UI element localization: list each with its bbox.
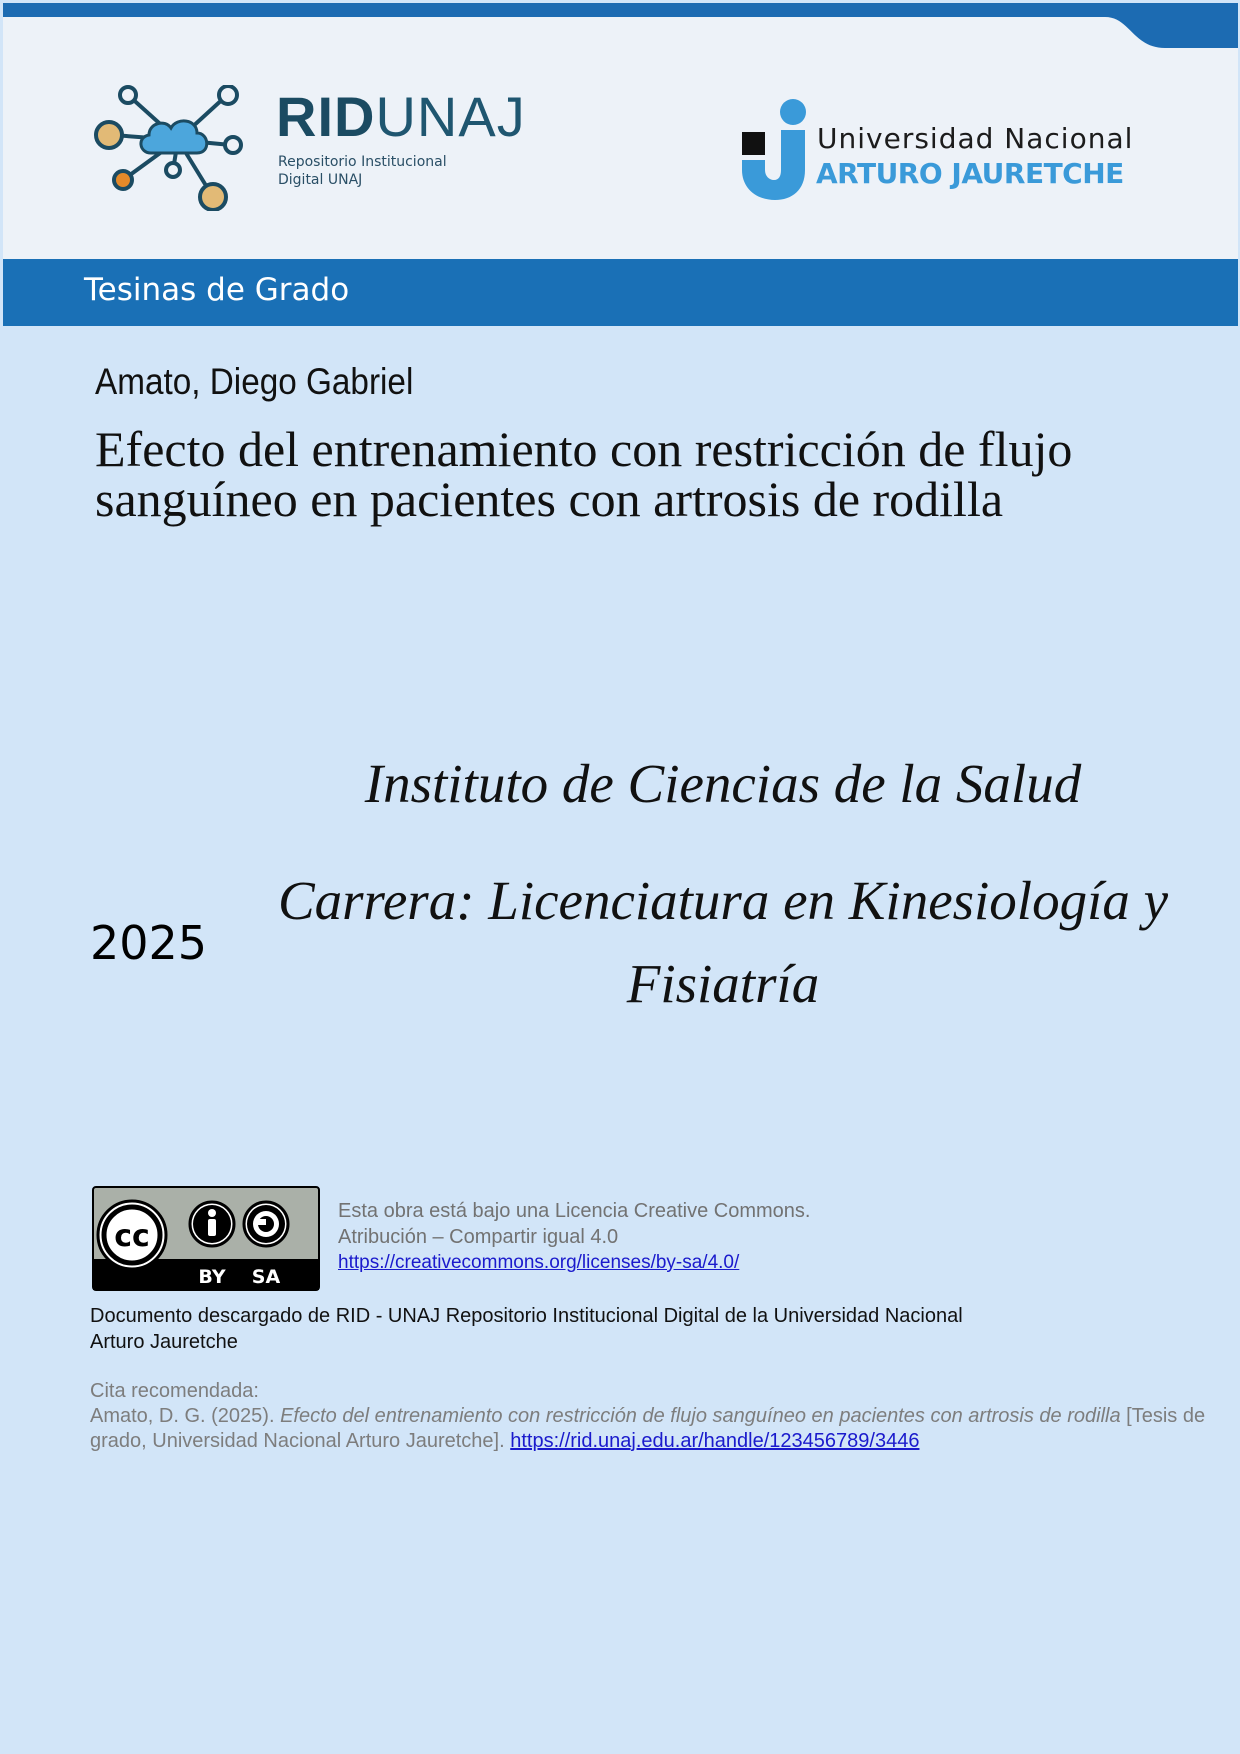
section-band [3, 259, 1238, 326]
cc-label-by: BY [198, 1266, 226, 1288]
citation-suffix: [Tesis de grado, Universidad Nacional Arturo Jauretche]. [90, 1405, 1206, 1452]
publication-year: 2025 [90, 916, 208, 970]
unaj-j-mark-icon [740, 98, 810, 202]
download-note: Documento descargado de RID - UNAJ Repositorio Institucional Digital de la Universidad Nacional Arturo Jauretche [90, 1305, 963, 1353]
citation-body [90, 1404, 1230, 1454]
citation-prefix: Amato, D. G. (2025). [90, 1405, 281, 1427]
ridunaj-wordmark-unaj: UNAJ [375, 85, 526, 148]
ridunaj-wordmark-rid: RID [276, 85, 376, 148]
license-text [338, 1198, 810, 1276]
top-strip [3, 3, 1238, 17]
ridunaj-subtitle [278, 153, 447, 189]
ridunaj-wordmark [276, 87, 526, 147]
license-line2: Atribución – Compartir igual 4.0 [338, 1226, 619, 1248]
svg-text:cc: cc [114, 1219, 150, 1254]
unaj-logo [740, 98, 1160, 208]
career-name: Carrera: Licenciatura en Kinesiología y Fisiatría [277, 870, 1169, 1014]
cc-by-sa-badge-icon [92, 1186, 320, 1291]
cc-label-sa: SA [251, 1266, 281, 1288]
unaj-name-line2: ARTURO JAURETCHE [816, 157, 1124, 190]
document-page [3, 3, 1238, 1751]
institute-name: Instituto de Ciencias de la Salud [364, 753, 1082, 814]
author-name: Amato, Diego Gabriel [95, 361, 414, 402]
citation-heading: Cita recomendada: [90, 1380, 259, 1402]
recommended-citation [90, 1379, 1230, 1454]
citation-title: Efecto del entrenamiento con restricción de flujo sanguíneo en pacientes con artrosis de rodilla [280, 1405, 1121, 1427]
ridunaj-subtitle-line2: Digital UNAJ [278, 172, 363, 188]
license-link[interactable]: https://creativecommons.org/licenses/by-sa/4.0/ [338, 1252, 740, 1273]
citation-link[interactable]: https://rid.unaj.edu.ar/handle/123456789/3446 [510, 1430, 920, 1452]
cloud-network-icon [93, 85, 263, 211]
unaj-name-line1: Universidad Nacional [817, 122, 1134, 155]
ridunaj-subtitle-line1: Repositorio Institucional [278, 154, 447, 170]
ridunaj-logo [93, 85, 533, 215]
license-line1: Esta obra está bajo una Licencia Creative Commons. [338, 1200, 811, 1222]
top-curve-decoration [1085, 3, 1238, 51]
thesis-title: Efecto del entrenamiento con restricción de flujo sanguíneo en pacientes con artrosis de rodilla [95, 421, 1073, 527]
page-header [3, 3, 1238, 260]
collection-label: Tesinas de Grado [84, 272, 350, 308]
